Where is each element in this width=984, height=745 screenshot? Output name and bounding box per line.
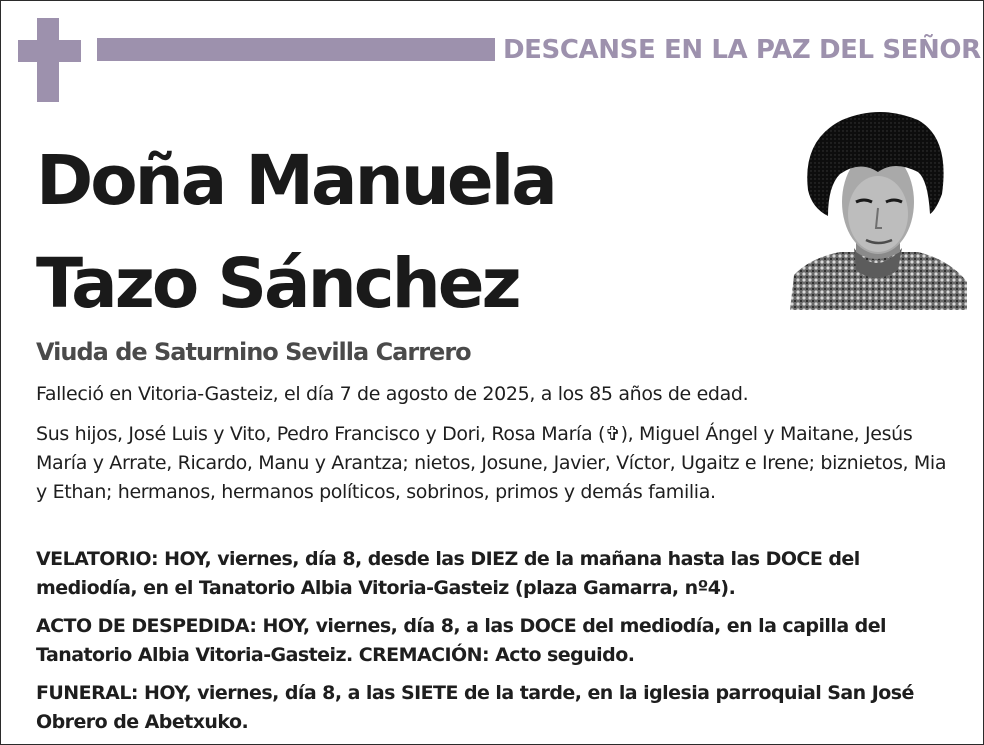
cross-icon <box>18 18 81 102</box>
portrait-photo <box>790 110 967 310</box>
header-banner: DESCANSE EN LA PAZ DEL SEÑOR <box>503 35 981 65</box>
deceased-name-line2: Tazo Sánchez <box>36 244 519 324</box>
event-farewell: ACTO DE DESPEDIDA: HOY, viernes, día 8, a las DOCE del mediodía, en la capilla del Tanatorio Albia Vitoria-Gasteiz. CREMACIÓN: Acto seguido. <box>36 615 887 666</box>
header-rule <box>97 38 495 61</box>
event-wake: VELATORIO: HOY, viernes, día 8, desde las DIEZ de la mañana hasta las DOCE del mediodía, en el Tanatorio Albia Vitoria-Gasteiz (plaza Gamarra, nº4). <box>36 548 860 599</box>
family-list <box>36 420 956 507</box>
family-list-part1: Sus hijos, José Luis y Vito, Pedro Francisco y Dori, Rosa María ( <box>36 423 606 445</box>
family-list-part2: ), Miguel Ángel y Maitane, Jesús María y Arrate, Ricardo, Manu y Arantza; nietos, Josune, Javier, Víctor, Ugaitz e Irene; biznietos, Mia y Ethan; hermanos, hermanos políticos, sobrinos, primos y demás familia. <box>36 423 947 503</box>
event-funeral: FUNERAL: HOY, viernes, día 8, a las SIETE de la tarde, en la iglesia parroquial San José Obrero de Abetxuko. <box>36 682 914 733</box>
widow-of-line: Viuda de Saturnino Sevilla Carrero <box>36 338 471 366</box>
death-notice: Falleció en Vitoria-Gasteiz, el día 7 de agosto de 2025, a los 85 años de edad. <box>36 383 749 405</box>
deceased-name <box>36 130 776 336</box>
deceased-name-line1: Doña Manuela <box>36 141 555 221</box>
deceased-cross-icon: ✞ <box>605 423 621 445</box>
